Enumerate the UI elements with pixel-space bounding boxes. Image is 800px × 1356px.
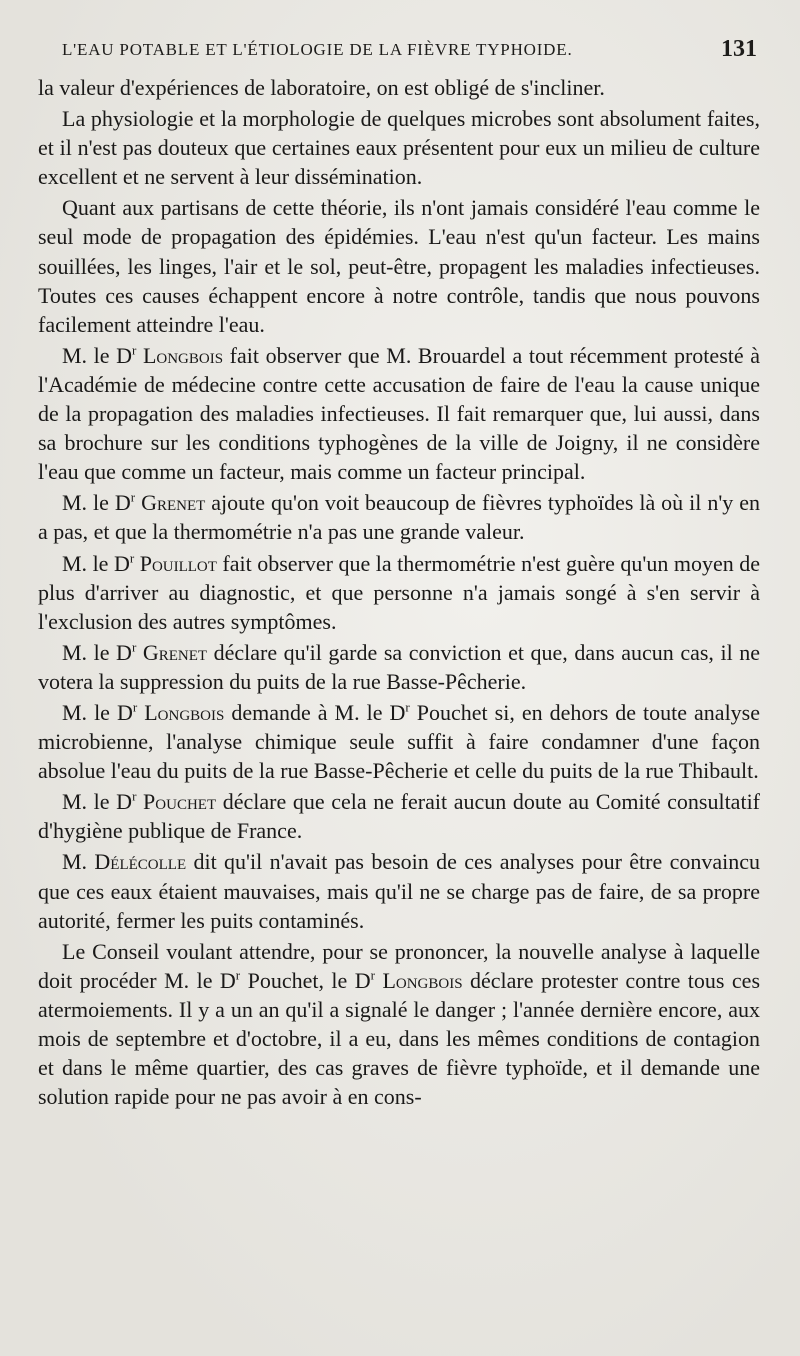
paragraph	[38, 341, 760, 486]
text-run: M.	[62, 849, 95, 875]
paragraph	[38, 488, 760, 546]
text-run: Pouchet, le D	[240, 967, 371, 993]
body-text	[38, 73, 760, 1113]
speaker-name: Délécolle	[94, 849, 187, 875]
speaker-name: Longbois	[142, 342, 224, 368]
superscript: r	[370, 967, 375, 983]
paragraph	[38, 698, 760, 785]
text-run	[136, 343, 143, 368]
speaker-name: Pouillot	[139, 550, 217, 576]
text-run: déclare que cela ne ferait aucun doute au Comité consultatif d'hygiène publique de France.	[38, 789, 761, 844]
text-run: Pouchet si, en dehors de toute analyse microbienne, l'analyse chimique seule suffit à faire condamner d'une façon absolue l'eau du puits de la rue Basse-Pêcherie et celle du puits de la rue Thibault.	[38, 699, 761, 784]
speaker-name: Longbois	[144, 699, 225, 725]
text-run: dit qu'il n'avait pas besoin de ces analyses pour être convaincu que ces eaux étaient mauvaises, mais qu'il ne se charge pas de faire, de sa propre autorité, fermer les puits contaminés.	[38, 849, 761, 933]
text-run: la valeur d'expériences de laboratoire, on est obligé de s'incliner.	[38, 75, 605, 100]
paragraph	[38, 193, 760, 338]
running-title: L'EAU POTABLE ET L'ÉTIOLOGIE DE LA FIÈVRE TYPHOIDE.	[62, 40, 573, 59]
text-run: M. le D	[62, 639, 132, 665]
superscript: r	[131, 639, 137, 655]
text-run: M. le D	[62, 699, 133, 725]
text-run: déclare protester contre tous ces atermoiements. Il y a un an qu'il a signalé le danger ; l'année dernière encore, aux mois de septembre et d'octobre, il a eu, dans les mêmes conditions de contagion et dans le même quartier, des cas graves de fièvre typhoïde, et il demande une solution rapide pour ne pas avoir à en cons-	[38, 967, 761, 1110]
text-run: M. le D	[62, 490, 131, 516]
superscript: r	[132, 699, 138, 715]
superscript: r	[235, 967, 241, 983]
speaker-name: Pouchet	[143, 789, 217, 815]
superscript: r	[132, 788, 137, 804]
text-run: déclare qu'il garde sa conviction et que, dans aucun cas, il ne votera la suppression du puits de la rue Basse-Pêcherie.	[38, 639, 761, 694]
paragraph	[38, 638, 760, 696]
text-run: M. le D	[62, 789, 133, 815]
paragraph	[38, 787, 760, 845]
paragraph	[38, 847, 760, 934]
text-run: ajoute qu'on voit beaucoup de fièvres typhoïdes là où il n'y en a pas, et que la thermométrie n'a pas une grande valeur.	[38, 490, 761, 545]
text-run: M. le D	[62, 550, 130, 576]
text-run: fait observer que la thermométrie n'est guère qu'un moyen de plus d'arriver au diagnostic, et que personne n'a jamais songé à s'en servir à l'exclusion des autres symptômes.	[38, 550, 761, 634]
text-run: M. le D	[62, 342, 133, 368]
text-run: fait observer que M. Brouardel a tout récemment protesté à l'Académie de médecine contre cette accusation de faire de l'eau la cause unique de la propagation des maladies infectieuses. Il fait remarquer que, lui aussi, dans sa brochure sur les conditions typhogènes de la ville de Joigny, il ne considère l'eau que comme un facteur, mais comme un facteur principal.	[38, 342, 760, 485]
superscript: r	[129, 550, 135, 566]
superscript: r	[132, 342, 137, 358]
text-run: demande à M. le D	[224, 699, 406, 725]
text-run: Quant aux partisans de cette théorie, ils n'ont jamais considéré l'eau comme le seul mode de propagation des épidémies. L'eau n'est qu'un facteur. Les mains souillées, les linges, l'air et le sol, peut-être, propagent les maladies infectieuses. Toutes ces causes échappent encore à notre contrôle, tandis que nous pouvons facilement atteindre l'eau.	[38, 195, 760, 337]
paragraph	[38, 549, 760, 636]
paragraph	[38, 73, 760, 102]
speaker-name: Longbois	[382, 967, 463, 993]
speaker-name: Grenet	[141, 490, 206, 516]
speaker-name: Grenet	[142, 639, 208, 665]
superscript: r	[405, 699, 410, 715]
page-number: 131	[721, 36, 757, 62]
page-header	[62, 36, 757, 66]
superscript: r	[130, 489, 136, 505]
paragraph	[38, 104, 760, 191]
text-run: Le Conseil voulant attendre, pour se prononcer, la nouvelle analyse à laquelle doit procéder M. le D	[38, 938, 760, 993]
text-run: La physiologie et la morphologie de quelques microbes sont absolument faites, et il n'est pas douteux que certaines eaux présentent pour eux un milieu de culture excellent et ne servent à leur dissémination.	[38, 106, 760, 190]
paragraph	[38, 937, 760, 1112]
